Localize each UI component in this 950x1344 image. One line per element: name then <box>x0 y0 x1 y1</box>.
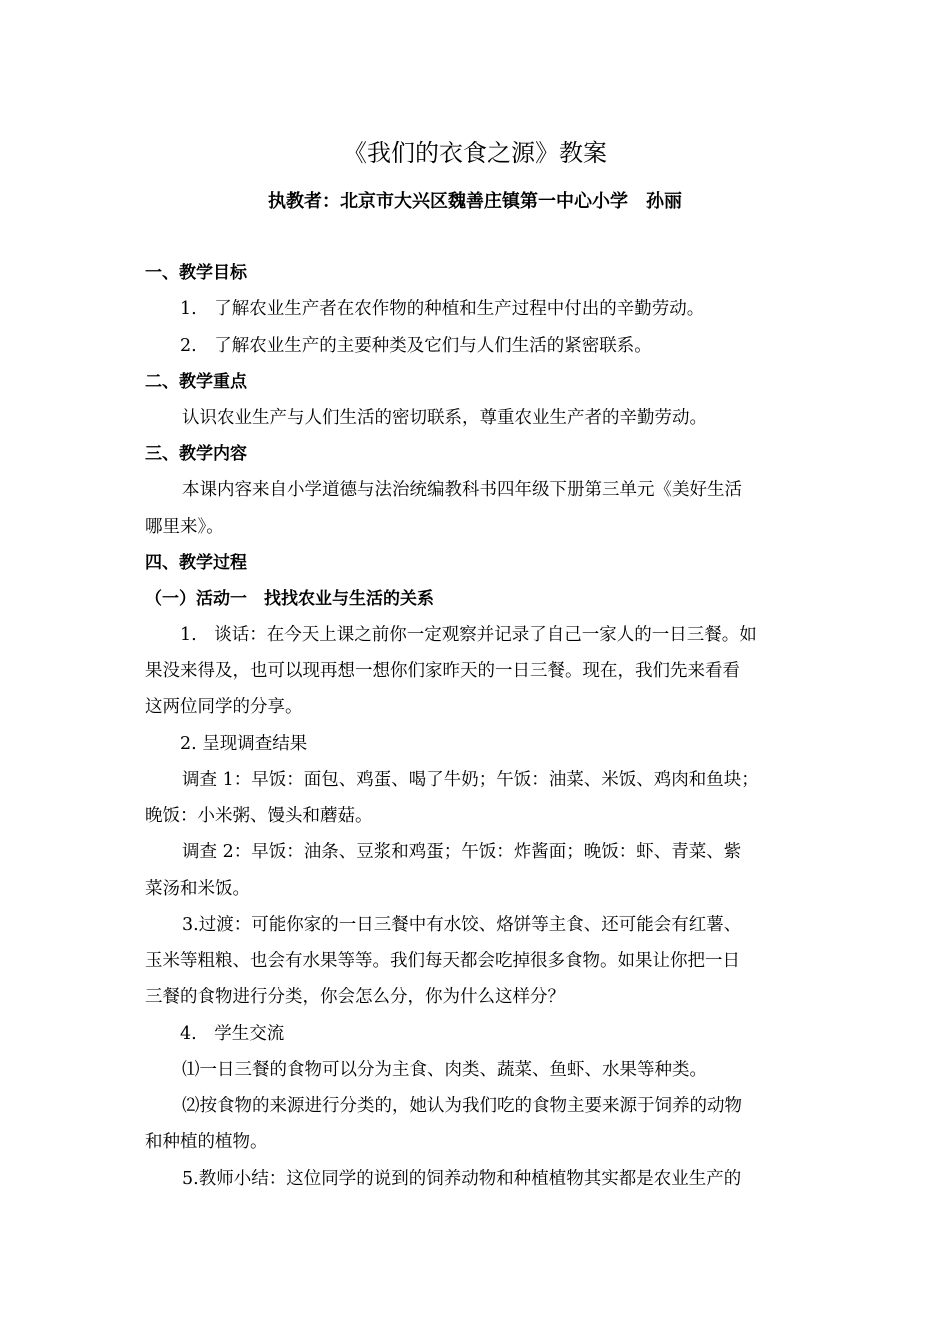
paragraph-line: 2. 呈现调查结果 <box>180 734 308 754</box>
paragraph-line: 3.过渡：可能你家的一日三餐中有水饺、烙饼等主食、还可能会有红薯、 <box>182 915 742 935</box>
section-heading-process: 四、教学过程 <box>145 553 247 573</box>
document-title: 《我们的衣食之源》教案 <box>343 139 607 167</box>
paragraph-line: 果没来得及，也可以现再想一想你们家昨天的一日三餐。现在，我们先来看看 <box>145 661 740 681</box>
document-author: 执教者：北京市大兴区魏善庄镇第一中心小学 孙丽 <box>268 191 682 212</box>
paragraph-line: 调查 1：早饭：面包、鸡蛋、喝了牛奶；午饭：油菜、米饭、鸡肉和鱼块； <box>182 770 759 790</box>
paragraph-line: 三餐的食物进行分类，你会怎么分，你为什么这样分？ <box>145 987 565 1007</box>
section-heading-content: 三、教学内容 <box>145 444 247 464</box>
objective-item: 1. 了解农业生产者在农作物的种植和生产过程中付出的辛勤劳动。 <box>180 299 705 319</box>
subsection-heading-activity-one: （一）活动一 找找农业与生活的关系 <box>145 589 434 609</box>
paragraph-line: 5.教师小结：这位同学的说到的饲养动物和种植植物其实都是农业生产的 <box>182 1169 742 1189</box>
paragraph-line: 这两位同学的分享。 <box>145 697 303 717</box>
section-heading-key-points: 二、教学重点 <box>145 372 247 392</box>
paragraph-line: 调查 2：早饭：油条、豆浆和鸡蛋；午饭：炸酱面；晚饭：虾、青菜、紫 <box>182 842 742 862</box>
paragraph-line: 哪里来》。 <box>145 517 224 537</box>
paragraph-line: 和种植的植物。 <box>145 1132 268 1152</box>
paragraph-line: 晚饭：小米粥、馒头和蘑菇。 <box>145 806 373 826</box>
section-heading-objectives: 一、教学目标 <box>145 263 247 283</box>
paragraph-line: 认识农业生产与人们生活的密切联系，尊重农业生产者的辛勤劳动。 <box>182 408 707 428</box>
paragraph-line: ⑴一日三餐的食物可以分为主食、肉类、蔬菜、鱼虾、水果等种类。 <box>182 1060 707 1080</box>
paragraph-line: 玉米等粗粮、也会有水果等等。我们每天都会吃掉很多食物。如果让你把一日 <box>145 951 740 971</box>
paragraph-line: 菜汤和米饭。 <box>145 879 250 899</box>
paragraph-line: 4. 学生交流 <box>180 1024 285 1044</box>
paragraph-line: 1. 谈话：在今天上课之前你一定观察并记录了自己一家人的一日三餐。如 <box>180 625 757 645</box>
objective-item: 2. 了解农业生产的主要种类及它们与人们生活的紧密联系。 <box>180 336 652 356</box>
paragraph-line: ⑵按食物的来源进行分类的，她认为我们吃的食物主要来源于饲养的动物 <box>182 1096 742 1116</box>
paragraph-line: 本课内容来自小学道德与法治统编教科书四年级下册第三单元《美好生活 <box>182 480 742 500</box>
